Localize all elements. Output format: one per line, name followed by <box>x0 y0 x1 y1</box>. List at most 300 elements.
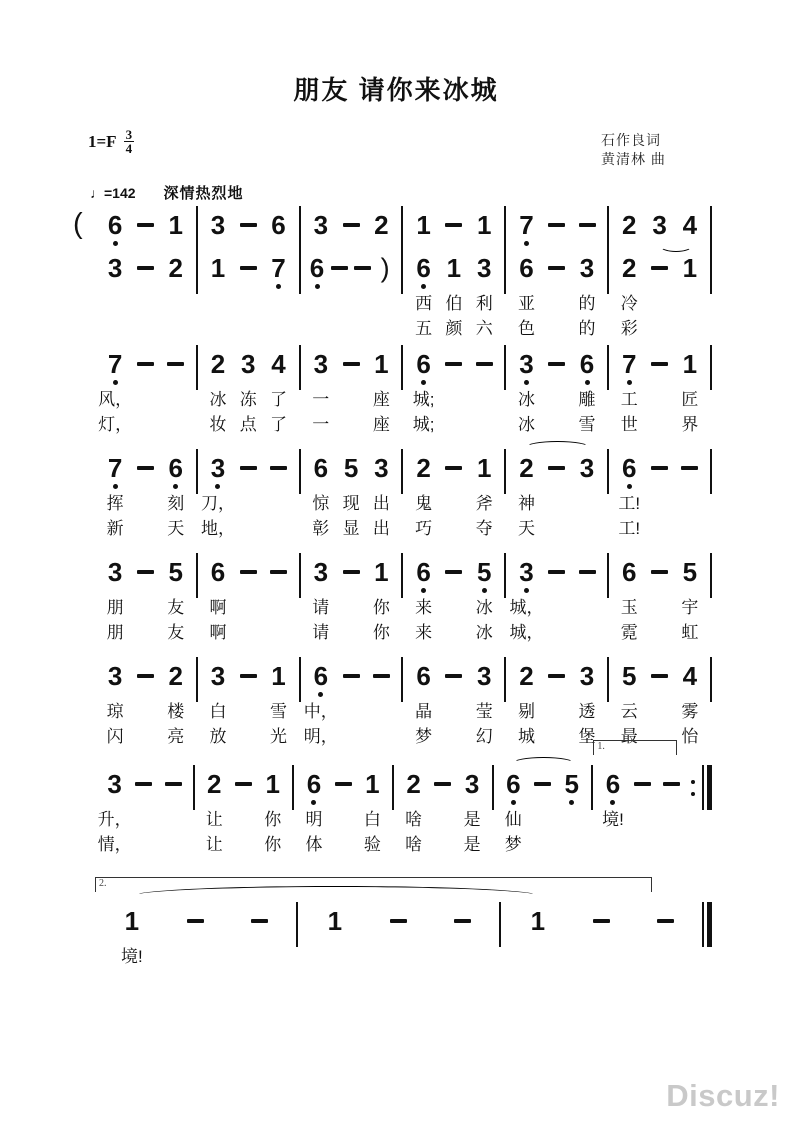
lyric-syllable: 城 <box>517 727 535 746</box>
note-cell <box>644 453 674 542</box>
measure <box>95 453 196 542</box>
lyric-syllable: 颜 <box>445 319 463 338</box>
note-cell <box>203 557 233 646</box>
note-number: 3 <box>107 661 123 691</box>
score-line <box>95 878 712 995</box>
note-cell <box>263 210 293 249</box>
dash-note <box>651 349 668 379</box>
octave-dot-slot <box>524 240 529 249</box>
note-number: 3 <box>476 253 492 283</box>
dash-glyph <box>445 466 462 471</box>
system <box>95 769 712 858</box>
lyric-syllable: 显 <box>342 519 360 538</box>
octave-dot <box>113 241 118 246</box>
dash-glyph <box>634 782 651 787</box>
note-cell <box>644 210 674 249</box>
note-cell <box>408 661 438 750</box>
dash-glyph <box>454 919 471 924</box>
dash-note <box>235 769 252 799</box>
measure <box>394 769 492 858</box>
dash-glyph <box>165 782 182 787</box>
lyric-syllable: 鬼 <box>415 494 433 513</box>
note-cell <box>439 557 469 646</box>
note-number: 1 <box>416 210 431 240</box>
note-number: 2 <box>622 253 637 283</box>
note-cell <box>328 253 351 342</box>
volta-label: 1. <box>597 741 605 752</box>
barline <box>707 902 712 947</box>
note-cell <box>439 349 469 438</box>
octave-dot <box>215 484 220 489</box>
note-cell <box>572 210 602 249</box>
measure <box>506 253 607 342</box>
dash-glyph <box>390 919 407 924</box>
note-number: 3 <box>652 210 667 240</box>
note-number: 3 <box>579 661 595 691</box>
lyric-syllable: 透 <box>578 702 596 721</box>
note-cell <box>263 453 293 542</box>
dash-glyph <box>681 466 698 471</box>
note-cell <box>303 906 367 995</box>
lyric-syllable: 色 <box>517 319 535 338</box>
lyric-syllable: 亚 <box>517 294 535 313</box>
dash-glyph <box>445 223 462 228</box>
note-number: 1 <box>476 210 492 240</box>
barline <box>702 902 704 947</box>
note-cell <box>572 661 602 750</box>
note-number: 3 <box>476 661 492 691</box>
note-cell <box>644 349 674 438</box>
note-number: 6 <box>271 210 286 240</box>
dash-note <box>651 557 668 587</box>
note-number: 3 <box>241 349 256 379</box>
dash-note <box>167 349 184 379</box>
note-cell <box>367 906 431 995</box>
measure <box>494 769 592 858</box>
note-number: 2 <box>406 769 421 799</box>
note-cell <box>233 349 263 438</box>
note-number: 1 <box>682 253 698 283</box>
lyric-syllable: 五 <box>415 319 433 338</box>
dash-glyph <box>548 570 565 575</box>
lyric-syllable: 挥 <box>106 494 124 513</box>
lyric-syllable: 朋 <box>106 623 124 642</box>
note-cell <box>233 453 263 542</box>
note-cell <box>657 769 686 858</box>
lyric-syllable: 琼 <box>106 702 124 721</box>
dash-note <box>343 661 360 691</box>
lyric-syllable: 的 <box>578 319 596 338</box>
note-cell <box>263 557 293 646</box>
lyric-syllable: 刀， <box>200 494 235 513</box>
note-number: 3 <box>313 349 329 379</box>
octave-dot <box>421 284 426 289</box>
lyric-syllable: 界 <box>681 415 699 434</box>
note-number: 6 <box>605 769 621 799</box>
measure <box>609 349 710 438</box>
key-signature: 1=F <box>88 131 117 151</box>
dash-note <box>657 906 674 936</box>
note-number: 1 <box>168 210 183 240</box>
dash-note <box>343 557 360 587</box>
note-cell <box>628 769 657 858</box>
lyric-syllable: 世 <box>620 415 638 434</box>
dash-note <box>548 453 565 483</box>
lyric-syllable: 风， <box>98 390 133 409</box>
note-cell <box>100 661 130 750</box>
lyric-syllable: 匠 <box>681 390 699 409</box>
note-number: 7 <box>271 253 286 283</box>
dash-glyph <box>579 570 596 575</box>
measure <box>301 453 402 542</box>
dash-note <box>634 769 651 799</box>
note-number: 7 <box>519 210 534 240</box>
lyric-syllable: 西 <box>415 294 433 313</box>
score-line <box>73 208 712 251</box>
note-number: 3 <box>579 453 595 483</box>
dash-note <box>476 349 493 379</box>
lyric-syllable: 验 <box>363 835 381 854</box>
note-cell <box>644 557 674 646</box>
note-cell <box>336 661 366 750</box>
dash-glyph <box>343 570 360 575</box>
score-line <box>95 741 712 858</box>
note-cell <box>306 453 336 542</box>
lyric-syllable: 天 <box>517 519 535 538</box>
note-number: 6 <box>416 661 431 691</box>
note-number: 1 <box>476 453 492 483</box>
note-number: 2 <box>168 661 183 691</box>
note-cell <box>557 769 586 858</box>
lyric-syllable: 体 <box>305 835 323 854</box>
dash-note <box>651 253 668 283</box>
note-cell <box>203 253 233 342</box>
note-number: 5 <box>564 769 579 799</box>
note-cell <box>164 906 228 995</box>
score <box>73 0 712 1121</box>
dash-glyph <box>445 674 462 679</box>
system <box>95 453 712 542</box>
dash-note <box>651 661 668 691</box>
octave-dot <box>627 380 632 385</box>
dash-note <box>651 453 668 483</box>
lyric-syllable: 堡 <box>578 727 596 746</box>
dash-glyph <box>331 266 348 271</box>
dash-note <box>137 557 154 587</box>
note-number: 1 <box>327 906 343 936</box>
note-number: 3 <box>107 253 123 283</box>
dash-note <box>187 906 204 936</box>
dash-glyph <box>270 570 287 575</box>
octave-dot-slot <box>215 483 220 492</box>
note-number: 6 <box>210 557 226 587</box>
lyric-syllable: 莹 <box>475 702 493 721</box>
dash-note <box>137 349 154 379</box>
lyric-syllable: 工 <box>620 390 638 409</box>
lyric-syllable: 冰 <box>517 415 535 434</box>
octave-dot-slot <box>610 799 615 808</box>
note-cell <box>542 453 572 542</box>
lyric-syllable: 了 <box>270 390 288 409</box>
note-number: 2 <box>519 453 534 483</box>
lyric-syllable: 雪 <box>270 702 288 721</box>
note-cell <box>306 557 336 646</box>
note-cell <box>542 661 572 750</box>
note-cell <box>572 453 602 542</box>
octave-dot <box>511 800 516 805</box>
note-number: 5 <box>682 557 698 587</box>
dash-note <box>240 253 257 283</box>
note-cell <box>161 557 191 646</box>
dash-note <box>270 557 287 587</box>
note-cell <box>100 210 130 249</box>
measure <box>95 661 196 750</box>
note-cell <box>200 453 235 542</box>
note-cell <box>675 661 705 750</box>
measure <box>506 210 607 249</box>
note-cell <box>511 253 541 342</box>
note-cell <box>158 769 187 858</box>
note-cell <box>469 210 499 249</box>
note-number: 6 <box>622 557 637 587</box>
octave-dot-slot <box>524 379 529 388</box>
system <box>95 210 712 251</box>
dash-note <box>445 349 462 379</box>
lyric-syllable: 城， <box>509 598 544 617</box>
dash-glyph <box>548 674 565 679</box>
measure <box>609 253 710 342</box>
note-cell <box>263 253 293 342</box>
time-sig-numerator: 3 <box>125 127 133 142</box>
dash-glyph <box>548 362 565 367</box>
note-number: 3 <box>313 557 329 587</box>
lyric-syllable: 出 <box>372 519 390 538</box>
note-cell <box>366 661 396 750</box>
dash-glyph <box>240 223 257 228</box>
dash-note <box>165 769 182 799</box>
measure <box>95 349 196 438</box>
dash-note <box>593 906 610 936</box>
note-cell <box>306 253 329 342</box>
note-cell <box>263 349 293 438</box>
note-cell <box>130 661 160 750</box>
lyric-syllable: 你 <box>372 623 390 642</box>
score-line <box>95 253 712 342</box>
octave-dot <box>524 380 529 385</box>
barline <box>710 657 712 702</box>
dash-note <box>270 453 287 483</box>
octave-dot-slot <box>276 283 281 292</box>
dash-note <box>137 210 154 240</box>
dash-glyph <box>373 674 390 679</box>
lyric-syllable: 白 <box>209 702 227 721</box>
note-cell <box>614 253 644 342</box>
note-cell <box>675 453 705 542</box>
lyric-syllable: 明 <box>305 810 323 829</box>
octave-dot-slot <box>627 379 632 388</box>
dash-glyph <box>651 266 668 271</box>
note-cell <box>161 453 191 542</box>
dash-note <box>390 906 407 936</box>
note-cell <box>366 453 396 542</box>
measure <box>506 349 607 438</box>
note-cell <box>511 661 541 750</box>
lyric-syllable: 梦 <box>415 727 433 746</box>
note-cell <box>303 661 338 750</box>
measure <box>403 210 504 249</box>
lyric-syllable: 惊 <box>312 494 330 513</box>
lyric-syllable: 你 <box>372 598 390 617</box>
note-number: 3 <box>210 210 226 240</box>
lyric-syllable: 朋 <box>106 598 124 617</box>
lyric-syllable: 放 <box>209 727 227 746</box>
note-cell <box>161 210 191 249</box>
lyric-syllable: 现 <box>342 494 360 513</box>
measure <box>403 349 504 438</box>
lyric-syllable: 梦 <box>504 835 522 854</box>
note-number: 6 <box>622 453 637 483</box>
dash-glyph <box>651 466 668 471</box>
lyric-syllable: 彩 <box>620 319 638 338</box>
barline <box>710 449 712 494</box>
lyric-syllable: 你 <box>264 835 282 854</box>
note-number: 5 <box>168 557 183 587</box>
measure <box>506 557 607 646</box>
dash-note <box>548 661 565 691</box>
lyric-syllable: 明， <box>303 727 338 746</box>
volta-label: 2. <box>99 878 107 889</box>
dash-note <box>445 453 462 483</box>
dash-note <box>331 253 348 283</box>
note-cell <box>366 349 396 438</box>
dash-glyph <box>240 266 257 271</box>
lyric-syllable: 让 <box>205 810 223 829</box>
note-cell <box>430 906 494 995</box>
lyric-syllable: 来 <box>415 598 433 617</box>
dash-note <box>354 253 371 283</box>
measure <box>609 210 710 249</box>
note-cell <box>336 557 366 646</box>
measure <box>198 557 299 646</box>
octave-dot <box>524 588 529 593</box>
note-number: 3 <box>210 453 226 483</box>
lyric-syllable: 啊 <box>209 623 227 642</box>
lyric-syllable: 城， <box>509 623 544 642</box>
lyric-syllable: 新 <box>106 519 124 538</box>
note-cell <box>528 769 557 858</box>
note-number: 3 <box>107 557 123 587</box>
measure <box>301 349 402 438</box>
note-number: 6 <box>416 349 431 379</box>
dash-note <box>548 253 565 283</box>
note-cell <box>306 210 336 249</box>
lyric-syllable: 灯， <box>98 415 133 434</box>
note-cell <box>572 557 602 646</box>
measure <box>301 661 402 750</box>
octave-dot <box>173 484 178 489</box>
note-cell <box>469 661 499 750</box>
note-cell <box>457 769 486 858</box>
octave-dot-slot <box>113 240 118 249</box>
measure <box>95 769 193 858</box>
note-cell <box>229 769 258 858</box>
octave-dot-slot <box>482 587 487 596</box>
note-number: 6 <box>306 769 322 799</box>
note-cell <box>614 349 644 438</box>
note-cell <box>100 906 164 995</box>
note-number: 3 <box>374 453 389 483</box>
lyric-syllable: 白 <box>363 810 381 829</box>
note-number: 3 <box>107 769 122 799</box>
lyric-syllable: 你 <box>264 810 282 829</box>
measure <box>298 906 499 995</box>
note-number: 7 <box>107 453 123 483</box>
score-line <box>95 453 712 542</box>
note-number: 2 <box>416 453 431 483</box>
octave-dot-slot <box>311 799 316 808</box>
note-cell <box>469 453 499 542</box>
note-number: 1 <box>210 253 226 283</box>
lyric-syllable: 点 <box>239 415 257 434</box>
lyric-syllable: 冰 <box>517 390 535 409</box>
barline <box>702 765 704 810</box>
dash-note <box>335 769 352 799</box>
note-cell <box>633 906 697 995</box>
note-number: 4 <box>682 210 698 240</box>
octave-dot-slot <box>113 483 118 492</box>
note-cell <box>97 769 132 858</box>
barline <box>710 249 712 294</box>
note-cell <box>329 769 358 858</box>
octave-dot <box>585 380 590 385</box>
note-cell <box>233 253 263 342</box>
volta-bracket <box>593 740 677 755</box>
lyric-syllable: 来 <box>415 623 433 642</box>
dash-note <box>240 557 257 587</box>
slur <box>513 757 573 769</box>
lyric-syllable: 怡 <box>681 727 699 746</box>
lyric-syllable: 冰 <box>209 390 227 409</box>
lyric-syllable: 夺 <box>475 519 493 538</box>
dash-glyph <box>167 362 184 367</box>
lyric-syllable: 工! <box>618 494 641 513</box>
system <box>95 906 712 995</box>
dash-glyph <box>270 466 287 471</box>
dash-note <box>548 557 565 587</box>
measure <box>403 661 504 750</box>
note-cell <box>263 661 293 750</box>
note-cell <box>129 769 158 858</box>
lyric-syllable: 一 <box>312 390 330 409</box>
note-cell <box>374 253 397 342</box>
note-cell <box>233 210 263 249</box>
score-line <box>95 557 712 646</box>
dash-note <box>534 769 551 799</box>
dash-note <box>434 769 451 799</box>
dash-note <box>343 349 360 379</box>
note-cell <box>227 906 291 995</box>
repeat-dot <box>691 780 695 784</box>
note-cell <box>130 210 160 249</box>
note-cell <box>469 557 499 646</box>
note-cell <box>439 453 469 542</box>
octave-dot <box>315 284 320 289</box>
note-number: 2 <box>622 210 637 240</box>
note-number: 5 <box>622 661 637 691</box>
dash-note <box>579 557 596 587</box>
lyric-syllable: 彰 <box>312 519 330 538</box>
octave-dot <box>610 800 615 805</box>
